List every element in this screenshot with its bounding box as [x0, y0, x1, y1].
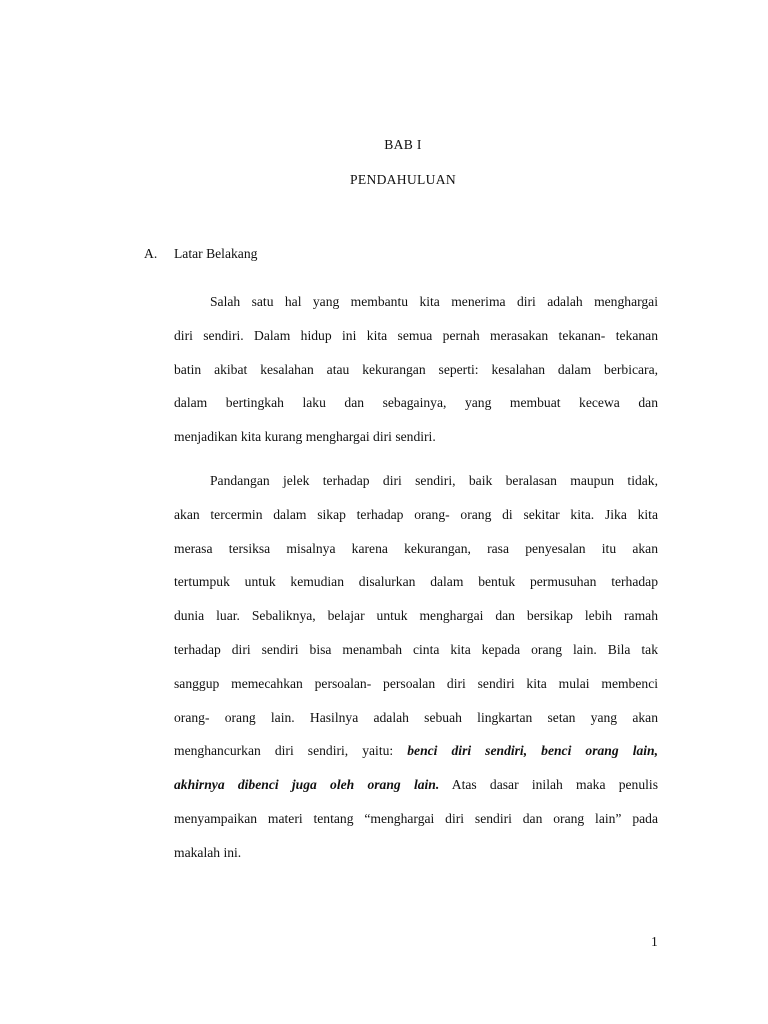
chapter-heading: BAB I — [384, 137, 422, 152]
paragraph-line: sanggup memecahkan persoalan- persoalan diri sendiri kita mulai membenci — [174, 675, 658, 691]
emphasized-text: akhirnya dibenci juga oleh orang lain. — [174, 777, 440, 793]
paragraph-line: Pandangan jelek terhadap diri sendiri, baik beralasan maupun tidak, — [210, 473, 658, 488]
paragraph-line-mixed — [174, 734, 658, 768]
paragraph-line-mixed — [174, 768, 658, 802]
paragraph-line: merasa tersiksa misalnya karena kekurangan, rasa penyesalan itu akan — [174, 540, 658, 556]
paragraph-line: makalah ini. — [174, 844, 242, 860]
page-number: 1 — [651, 934, 658, 949]
paragraph-line: tertumpuk untuk kemudian disalurkan dalam bentuk permusuhan terhadap — [174, 574, 658, 590]
paragraph-line: akan tercermin dalam sikap terhadap orang- orang di sekitar kita. Jika kita — [174, 506, 658, 522]
paragraph-line: dunia luar. Sebaliknya, belajar untuk menghargai dan bersikap lebih ramah — [174, 608, 658, 624]
section-heading-text: Latar Belakang — [174, 246, 258, 261]
paragraph-line: diri sendiri. Dalam hidup ini kita semua pernah merasakan tekanan- tekanan — [174, 327, 658, 343]
paragraph-line: dalam bertingkah laku dan sebagainya, yang membuat kecewa dan — [174, 395, 658, 411]
paragraph-text: menghancurkan diri sendiri, yaitu: — [174, 743, 408, 759]
section-letter: A. — [144, 246, 158, 261]
paragraph-line: menjadikan kita kurang menghargai diri sendiri. — [174, 429, 436, 445]
paragraph-line: menyampaikan materi tentang “menghargai diri sendiri dan orang lain” pada — [174, 810, 658, 826]
paragraph-line: Salah satu hal yang membantu kita menerima diri adalah menghargai — [210, 294, 658, 309]
paragraph-line: terhadap diri sendiri bisa menambah cinta kita kepada orang lain. Bila tak — [174, 641, 658, 657]
paragraph-2 — [174, 464, 658, 870]
section-heading — [144, 246, 257, 262]
emphasized-text: benci diri sendiri, benci orang lain, — [407, 743, 659, 759]
chapter-title: PENDAHULUAN — [349, 172, 456, 187]
paragraph-line: orang- orang lain. Hasilnya adalah sebuah lingkartan setan yang akan — [174, 709, 658, 725]
paragraph-line: batin akibat kesalahan atau kekurangan seperti: kesalahan dalam berbicara, — [174, 361, 658, 377]
paragraph-1 — [174, 285, 658, 454]
paragraph-text: Atas dasar inilah maka penulis — [439, 777, 658, 793]
